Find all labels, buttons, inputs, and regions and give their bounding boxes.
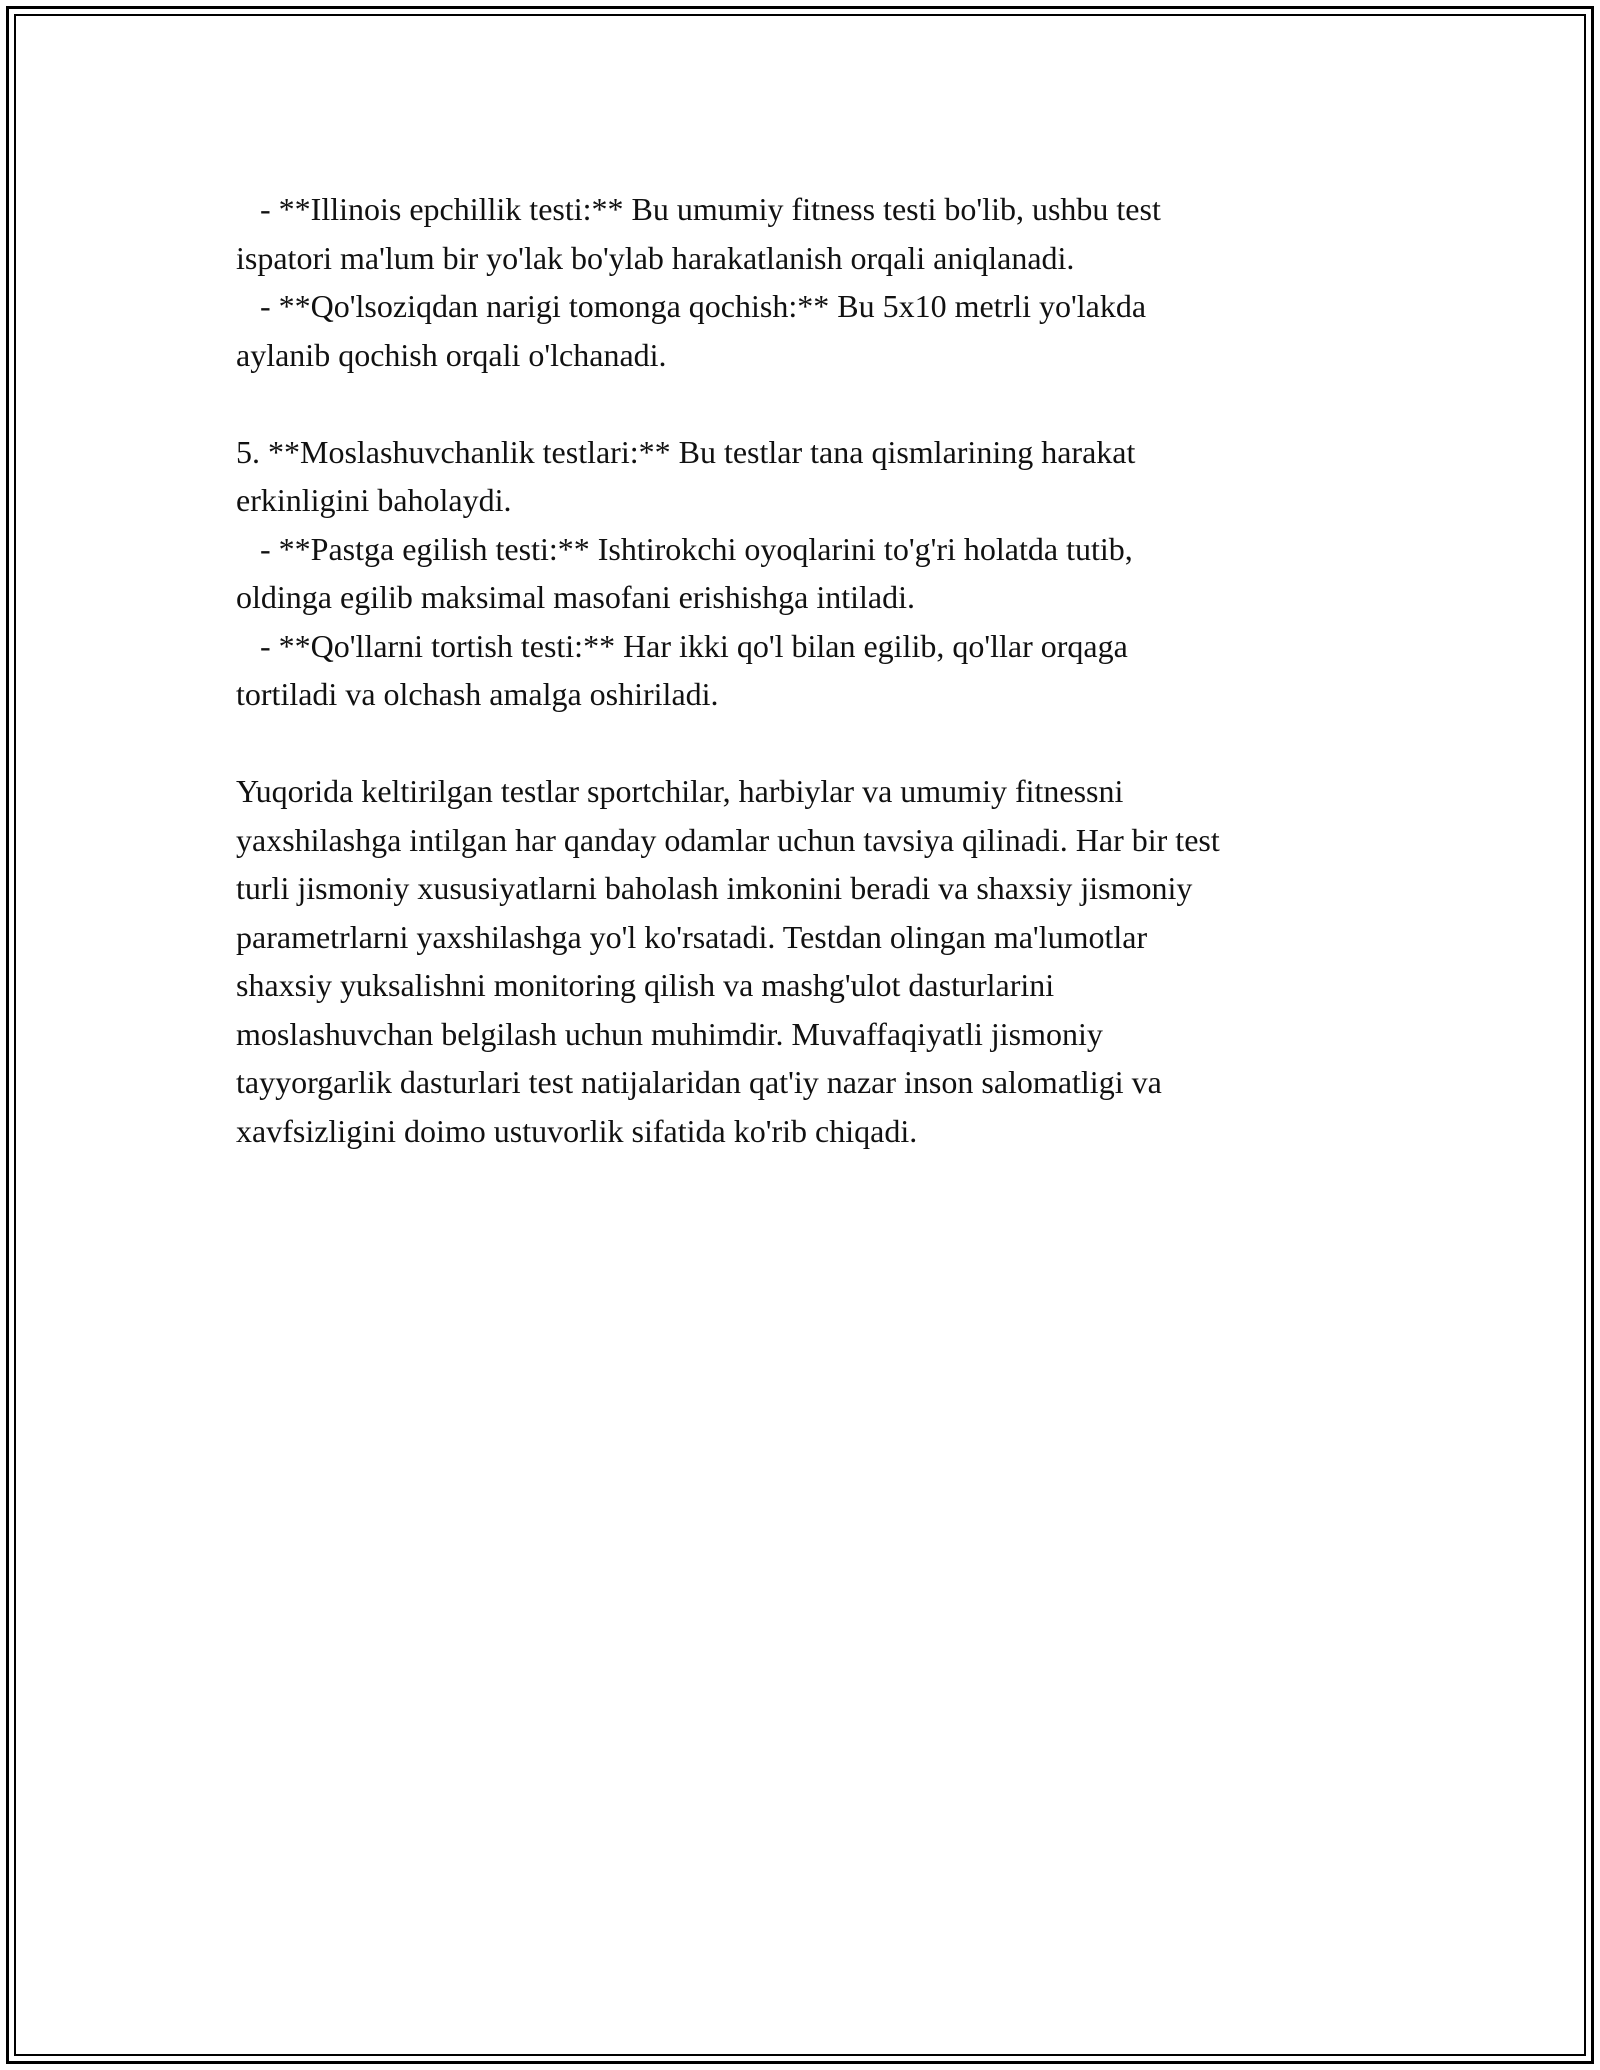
text-line: - **Qo'lsoziqdan narigi tomonga qochish:** Bu 5x10 metrli yo'lakda bbox=[236, 288, 1147, 324]
text-line: - **Qo'llarni tortish testi:** Har ikki qo'l bilan egilib, qo'llar orqaga bbox=[236, 627, 1128, 664]
text-line: 5. **Moslashuvchanlik testlari:** Bu testlar tana qismlarining harakat bbox=[236, 433, 1136, 470]
text-line: tayyorgarlik dasturlari test natijalaridan qat'iy nazar inson salomatligi va bbox=[236, 1064, 1162, 1100]
text-line: - **Illinois epchillik testi:** Bu umumiy fitness testi bo'lib, ushbu test bbox=[236, 191, 1161, 227]
text-line: erkinligini baholaydi. bbox=[236, 482, 512, 518]
text-line: aylanib qochish orqali o'lchanadi. bbox=[236, 336, 667, 373]
text-line: parametrlarni yaxshilashga yo'l ko'rsatadi. Testdan olingan ma'lumotlar bbox=[236, 918, 1148, 955]
text-line: - **Pastga egilish testi:** Ishtirokchi oyoqlarini to'g'ri holatda tutib, bbox=[236, 530, 1133, 567]
paragraph-gap bbox=[236, 719, 1396, 768]
text-line: Yuqorida keltirilgan testlar sportchilar, harbiylar va umumiy fitnessni bbox=[236, 773, 1124, 809]
paragraph-gap bbox=[236, 379, 1396, 428]
text-line: yaxshilashga intilgan har qanday odamlar uchun tavsiya qilinadi. Har bir test bbox=[236, 821, 1220, 858]
text-line: shaxsiy yuksalishni monitoring qilish va mashg'ulot dasturlarini bbox=[236, 967, 1055, 1003]
text-line: oldinga egilib maksimal masofani erishishga intiladi. bbox=[236, 579, 915, 615]
text-line: turli jismoniy xususiyatlarni baholash imkonini beradi va shaxsiy jismoniy bbox=[236, 870, 1193, 906]
text-line: ispatori ma'lum bir yo'lak bo'ylab harakatlanish orqali aniqlanadi. bbox=[236, 239, 1075, 276]
text-line: moslashuvchan belgilash uchun muhimdir. Muvaffaqiyatli jismoniy bbox=[236, 1015, 1103, 1052]
text-line: tortiladi va olchash amalga oshiriladi. bbox=[236, 676, 719, 712]
text-line: xavfsizligini doimo ustuvorlik sifatida ko'rib chiqadi. bbox=[236, 1112, 918, 1149]
document-body bbox=[236, 185, 1396, 1155]
